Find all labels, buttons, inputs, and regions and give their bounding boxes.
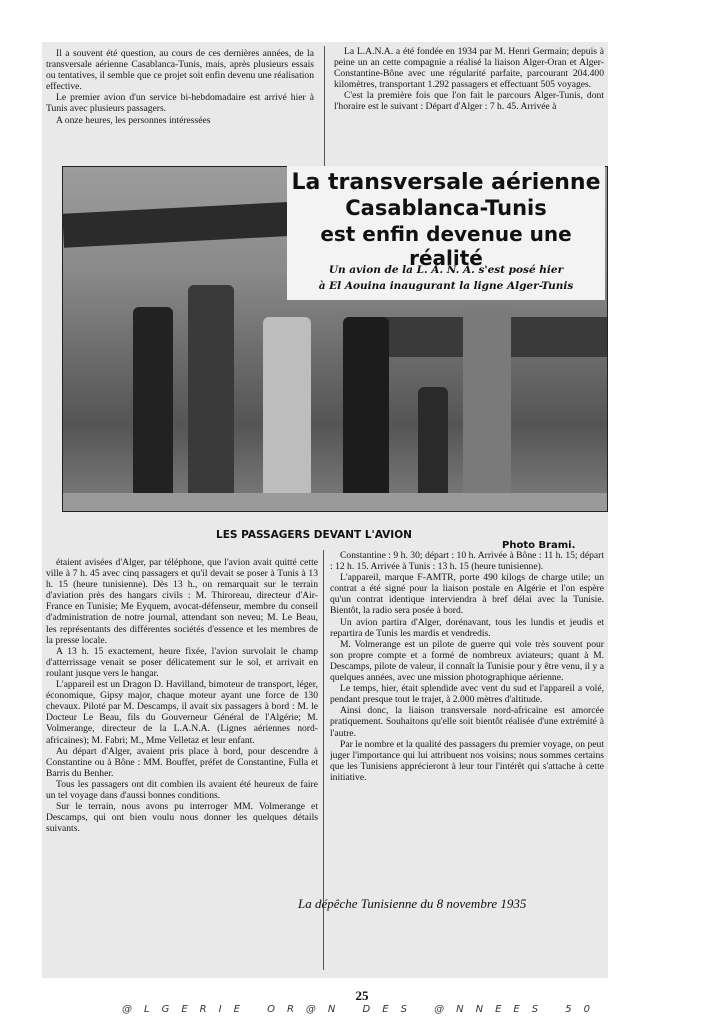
photo-caption: LES PASSAGERS DEVANT L'AVION [216,529,412,541]
paragraph: Ainsi donc, la liaison transversale nord-africaine est amorcée pratiquement. Souhaitons qu'elle soit bientôt réalisée d'une extrémité à l'autre. [330,705,604,739]
column-divider [324,46,325,166]
headline-line-1: La transversale aérienne [291,170,601,195]
person-figure [188,285,234,507]
paragraph: étaient avisées d'Alger, par téléphone, que l'avion avait quitté cette ville à 7 h. 45 avec cinq passagers et qu'il devait se poser à Tunis à 13 h. 15 (heure tunisienne). Dès 13 h., on remarquait sur le terrain d'aviation près des hangars civils : M. Thiroreau, directeur d'Air-France en Tunisie; Me Eyquem, avocat-défenseur, membre du conseil d'administration de notre journal, attendant son neveu; M. Le Beau, les représentants des différentes sociétés d'essence et les membres de la presse locale. [46,557,318,646]
person-figure [343,317,389,507]
paragraph: Le premier avion d'un service bi-hebdomadaire est arrivé hier à Tunis avec plusieurs passagers. [46,92,314,115]
headline-box [287,166,605,300]
paragraph: Au départ d'Alger, avaient pris place à bord, pour descendre à Constantine ou à Bône : MM. Bouffet, préfet de Constantine, Fulla et Barris du Benher. [46,745,318,779]
source-citation: La dépêche Tunisienne du 8 novembre 1935 [298,896,527,911]
paragraph: L'appareil est un Dragon D. Havilland, bimoteur de transport, léger, économique, Gipsy major, chaque moteur ayant une force de 130 chevaux. Piloté par M. Descamps, il avait six passagers à bord : M. le Docteur Le Beau, fils du Gouverneur Général de l'Algérie; M. Volmerange, directeur de la L.A.N.A. (Lignes aériennes nord-africaines); M. Fabri; M., Mme Velletaz et leur enfant. [46,679,318,746]
paragraph: A 13 h. 15 exactement, heure fixée, l'avion survolait le champ d'atterrissage venait se poser délicatement sur le sol, et arrivait en roulant jusque vers le hangar. [46,645,318,679]
person-figure [463,307,511,507]
article-column-bottom-left [46,557,318,977]
headline-line-3: est enfin devenue une réalité [320,222,572,270]
paragraph: Par le nombre et la qualité des passagers du premier voyage, on peut juger l'importance qui lui attribuent nos voisins; nous sommes certains que les Tunisiens apprécieront à leur tour l'intérêt qui s'attache à cette initiative. [330,738,604,783]
paragraph: Sur le terrain, nous avons pu interroger MM. Volmerange et Descamps, qui ont bien voulu nous donner les quelques détails suivants. [46,801,318,835]
tarmac [63,493,607,511]
article-column-bottom-right [330,550,604,930]
child-figure [418,387,448,507]
headline-line-2: Casablanca-Tunis [345,196,547,220]
paragraph: M. Volmerange est un pilote de guerre qui vole très souvent pour son propre compte et a formé de nombreux aviateurs; quant à M. Descamps, pilote de valeur, il connaît la Tunisie pour y être venu, il y a quelques années, avec une mission photographique aérienne. [330,638,604,684]
paragraph: Un avion partira d'Alger, dorénavant, tous les lundis et jeudis et repartira de Tunis les mardis et vendredis. [330,616,604,639]
airplane-wing [62,200,323,248]
page-footer: @LGERIE OR@N DES @NNEES 50 [122,1004,602,1015]
subheadline-line-2: à El Aouina inaugurant la ligne Alger-Tunis [318,280,574,292]
page-number: 25 [355,988,369,1003]
paragraph: Le temps, hier, était splendide avec vent du sud et l'appareil a volé, pendant presque tout le trajet, à 2.000 mètres d'altitude. [330,683,604,706]
subheadline-line-1: Un avion de la L. A. N. A. s'est posé hier [328,264,564,276]
paragraph: C'est la première fois que l'on fait le parcours Alger-Tunis, dont l'horaire est le suivant : Départ d'Alger : 7 h. 45. Arrivée à [334,90,604,113]
paragraph: La L.A.N.A. a été fondée en 1934 par M. Henri Germain; depuis à peine un an cette compagnie a réalisé la liaison Alger-Oran et Alger-Constantine-Bône avec une régularité parfaite, parcourant 204.400 kilomètres, transportant 1.292 passagers et effectuant 505 voyages. [334,46,604,91]
paragraph: A onze heures, les personnes intéressées [56,114,211,126]
person-figure [133,307,173,507]
paragraph: Tous les passagers ont dit combien ils avaient été heureux de faire un tel voyage dans d'aussi bonnes conditions. [46,778,318,801]
paragraph: L'appareil, marque F-AMTR, porte 490 kilogs de charge utile; un contrat a été signé pour la liaison postale en Algérie et l'on espère qu'un contrat identique interviendra à bref délai avec la Tunisie. Bientôt, la radio sera posée à bord. [330,572,604,617]
newspaper-clipping [42,42,608,978]
person-figure [263,317,311,507]
paragraph: Constantine : 9 h. 30; départ : 10 h. Arrivée à Bône : 11 h. 15; départ : 12 h. 15. Arrivée à Tunis : 13 h. 15 (heure tunisienne). [330,550,604,573]
photo-credit: Photo Brami. [502,540,576,551]
article-column-top-right [334,46,604,164]
paragraph: Il a souvent été question, au cours de ces dernières années, de la transversale aérienne Casablanca-Tunis, mais, après plusieurs essais ou tentatives, il semble que ce projet soit enfin devenu une réalisation effective. [46,48,314,93]
article-column-top-left [46,48,314,144]
